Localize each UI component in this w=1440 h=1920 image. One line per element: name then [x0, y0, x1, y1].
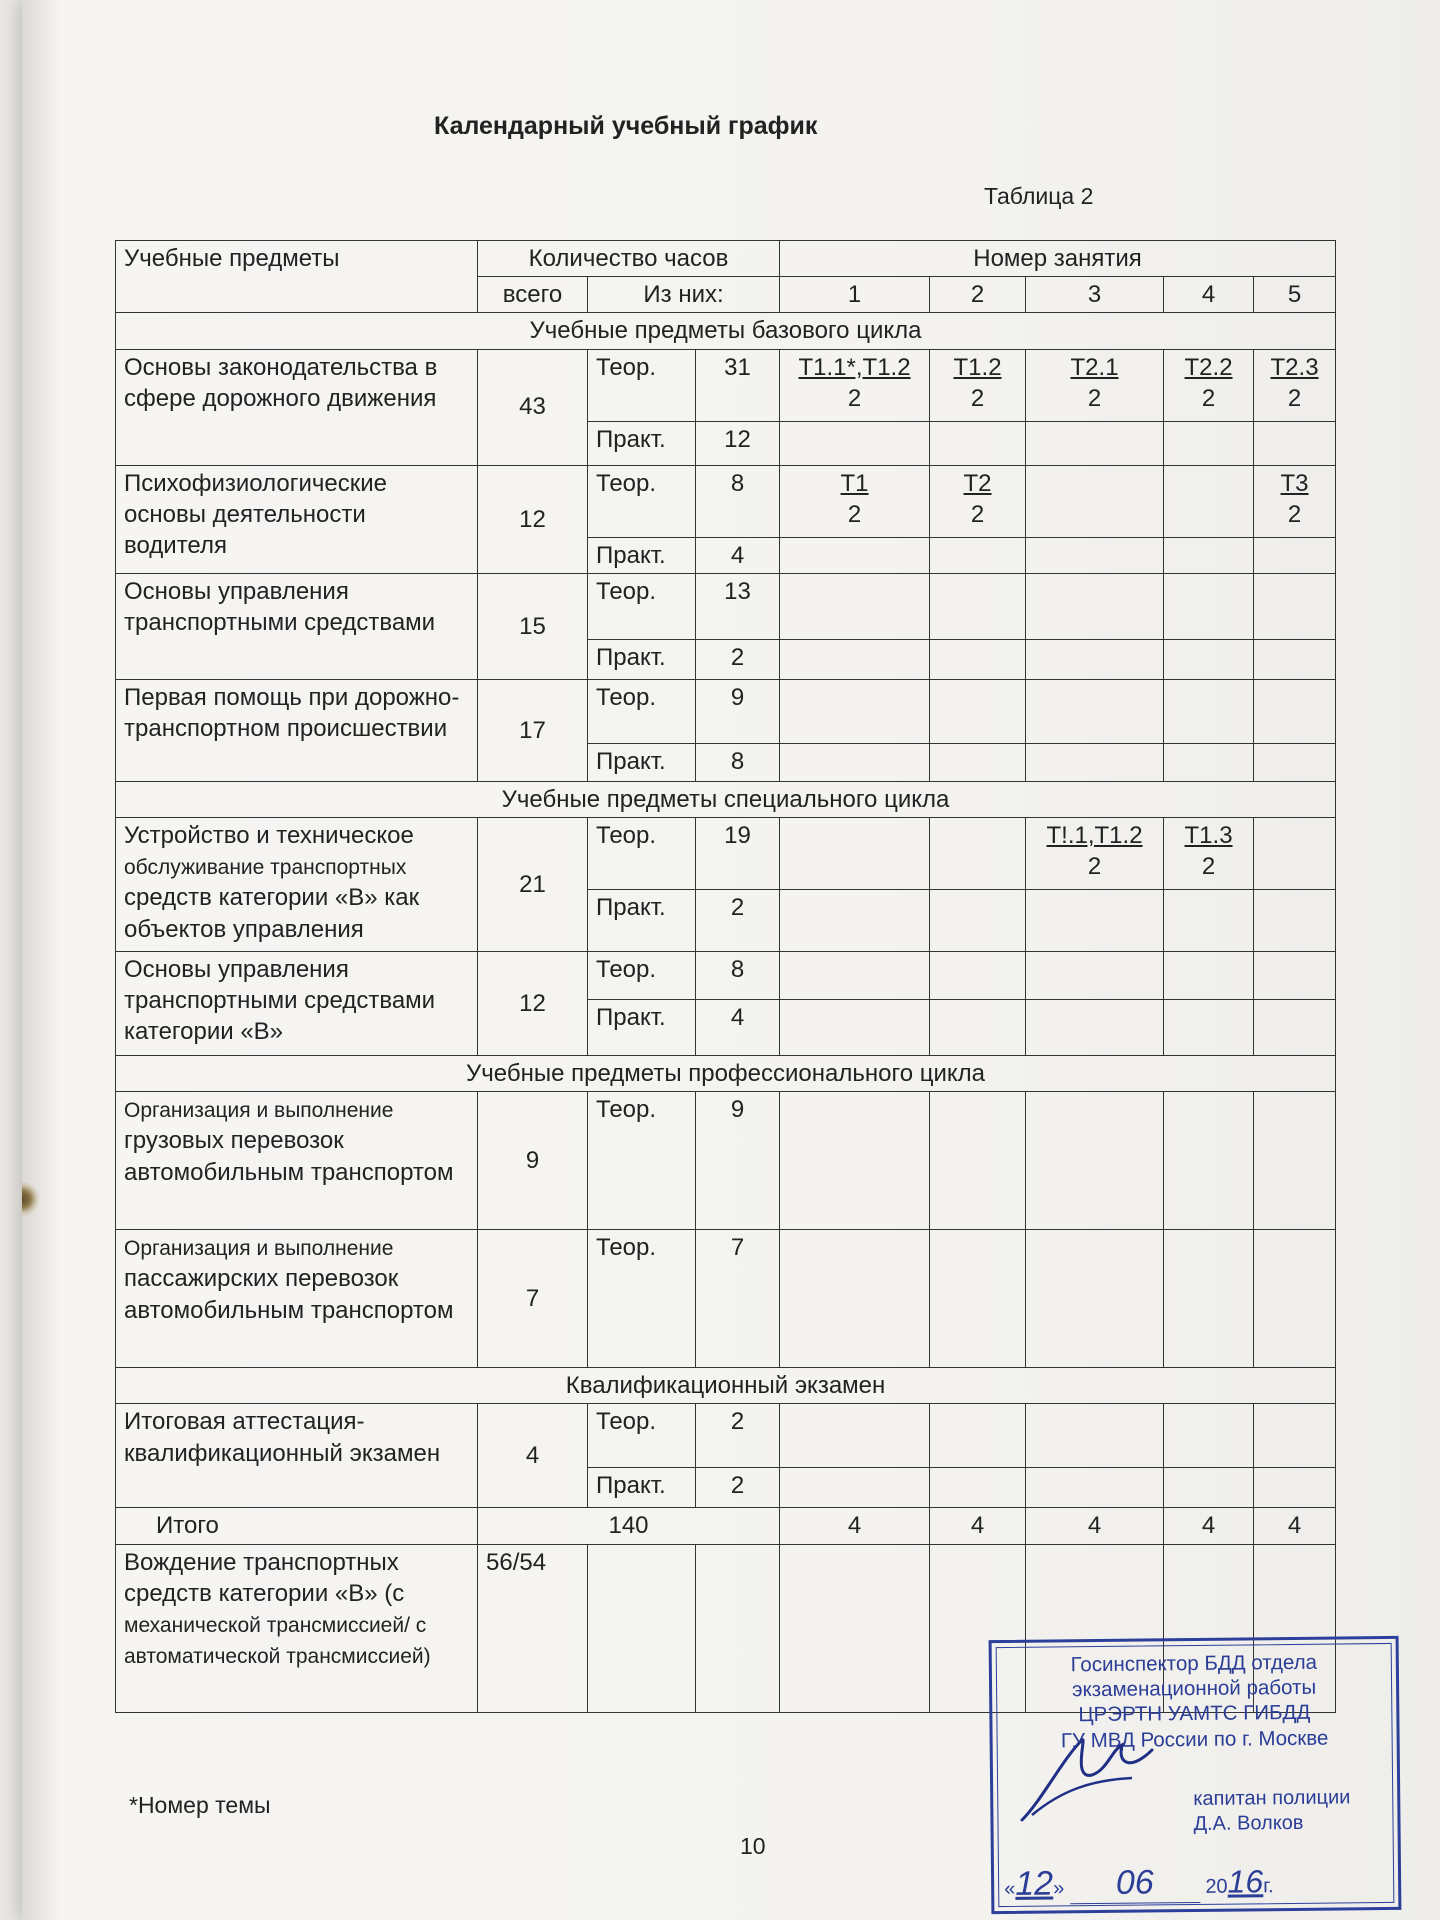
practice-hours: 2 — [696, 639, 780, 679]
lesson-cell: Т1.1*,Т1.2 2 — [780, 349, 930, 421]
theory-hours: 19 — [696, 817, 780, 889]
subject-name: Основы управления транспортными средствами категории «В» — [116, 951, 478, 1055]
subject-name: Организация и выполнение пассажирских перевозок автомобильным транспортом — [116, 1230, 478, 1368]
subject-name: Организация и выполнение грузовых перевозок автомобильным транспортом — [116, 1092, 478, 1230]
subject-total: 43 — [478, 349, 588, 465]
table-row — [116, 573, 1336, 639]
practice-hours: 2 — [696, 1468, 780, 1508]
stamp-text: Госинспектор БДД отдела экзаменационной работы ЦРЭРТН УАМТС ГИБДД ГУ МВД России по г. Москве — [1060, 1650, 1329, 1753]
subject-total: 17 — [478, 679, 588, 781]
lesson-5-header: 5 — [1254, 277, 1336, 313]
subject-total: 12 — [478, 951, 588, 1055]
lesson-total: 4 — [780, 1508, 930, 1544]
practice-label: Практ. — [588, 421, 696, 465]
subject-name: Итоговая аттестация-квалификационный экзамен — [116, 1404, 478, 1508]
driving-name: Вождение транспортных средств категории «В» (с механической трансмиссией/ с автоматической трансмиссией) — [116, 1544, 478, 1712]
totals-hours: 140 — [478, 1508, 780, 1544]
lesson-total: 4 — [1254, 1508, 1336, 1544]
lesson-number-header: Номер занятия — [780, 241, 1336, 277]
document-page — [22, 0, 1440, 1920]
section-professional-cycle: Учебные предметы профессионального цикла — [116, 1055, 1336, 1091]
lesson-1-header: 1 — [780, 277, 930, 313]
practice-label: Практ. — [588, 1468, 696, 1508]
theory-label: Теор. — [588, 1404, 696, 1468]
subject-total: 7 — [478, 1230, 588, 1368]
theory-hours: 2 — [696, 1404, 780, 1468]
subject-name: Психофизиологические основы деятельности водителя — [116, 465, 478, 573]
table-row — [116, 1230, 1336, 1368]
subject-name: Основы законодательства в сфере дорожного движения — [116, 349, 478, 465]
theory-hours: 8 — [696, 951, 780, 999]
practice-label: Практ. — [588, 639, 696, 679]
page-number: 10 — [740, 1833, 766, 1859]
subject-name: Устройство и техническое обслуживание транспортных средств категории «В» как объектов управления — [116, 817, 478, 951]
subject-total: 15 — [478, 573, 588, 679]
theory-label: Теор. — [588, 349, 696, 421]
lesson-total: 4 — [930, 1508, 1026, 1544]
practice-label: Практ. — [588, 999, 696, 1055]
theory-label: Теор. — [588, 573, 696, 639]
lesson-cell: Т2.1 2 — [1026, 349, 1164, 421]
theory-hours: 8 — [696, 465, 780, 537]
practice-label: Практ. — [588, 743, 696, 781]
practice-hours: 8 — [696, 743, 780, 781]
signature-icon — [1012, 1720, 1162, 1830]
table-row — [116, 1404, 1336, 1468]
section-exam: Квалификационный экзамен — [116, 1368, 1336, 1404]
lesson-3-header: 3 — [1026, 277, 1164, 313]
lesson-total: 4 — [1026, 1508, 1164, 1544]
subject-total: 9 — [478, 1092, 588, 1230]
subject-total: 12 — [478, 465, 588, 573]
lesson-cell: Т2.2 2 — [1164, 349, 1254, 421]
theory-label: Теор. — [588, 951, 696, 999]
table-row — [116, 349, 1336, 421]
theory-label: Теор. — [588, 679, 696, 743]
table-row — [116, 951, 1336, 999]
total-header: всего — [478, 277, 588, 313]
practice-hours: 4 — [696, 537, 780, 573]
lesson-cell: Т1 2 — [780, 465, 930, 537]
subject-total: 4 — [478, 1404, 588, 1508]
section-base-cycle: Учебные предметы базового цикла — [116, 313, 1336, 349]
practice-label: Практ. — [588, 537, 696, 573]
table-row — [116, 679, 1336, 743]
theory-hours: 9 — [696, 679, 780, 743]
document-title: Календарный учебный график — [434, 112, 818, 140]
hours-header: Количество часов — [478, 241, 780, 277]
practice-hours: 12 — [696, 421, 780, 465]
totals-row — [116, 1508, 1336, 1544]
lesson-total: 4 — [1164, 1508, 1254, 1544]
header-row — [116, 241, 1336, 277]
practice-hours: 4 — [696, 999, 780, 1055]
of-which-header: Из них: — [588, 277, 780, 313]
lesson-cell: Т1.2 2 — [930, 349, 1026, 421]
theory-hours: 7 — [696, 1230, 780, 1368]
theory-label: Теор. — [588, 817, 696, 889]
lesson-cell: Т!.1,Т1.2 2 — [1026, 817, 1164, 889]
lesson-cell: Т3 2 — [1254, 465, 1336, 537]
theory-hours: 31 — [696, 349, 780, 421]
subject-total: 21 — [478, 817, 588, 951]
table-label: Таблица 2 — [984, 183, 1094, 209]
theory-label: Теор. — [588, 465, 696, 537]
subject-name: Основы управления транспортными средствами — [116, 573, 478, 679]
table-row — [116, 1092, 1336, 1230]
theory-hours: 9 — [696, 1092, 780, 1230]
practice-hours: 2 — [696, 889, 780, 951]
table-row — [116, 817, 1336, 889]
stamp-date: «12» 06 2016г. — [1004, 1863, 1274, 1903]
lesson-2-header: 2 — [930, 277, 1026, 313]
subjects-header: Учебные предметы — [116, 241, 478, 313]
stamp-rank: капитан полиции Д.А. Волков — [1193, 1786, 1351, 1835]
lesson-cell: Т2.3 2 — [1254, 349, 1336, 421]
theory-label: Теор. — [588, 1230, 696, 1368]
section-special-cycle: Учебные предметы специального цикла — [116, 781, 1336, 817]
lesson-cell: Т1.3 2 — [1164, 817, 1254, 889]
subject-name: Первая помощь при дорожно-транспортном происшествии — [116, 679, 478, 781]
lesson-cell: Т2 2 — [930, 465, 1026, 537]
driving-hours: 56/54 — [478, 1544, 588, 1712]
footnote: *Номер темы — [129, 1792, 271, 1818]
theory-hours: 13 — [696, 573, 780, 639]
schedule-table — [115, 240, 1336, 1713]
practice-label: Практ. — [588, 889, 696, 951]
theory-label: Теор. — [588, 1092, 696, 1230]
table-row — [116, 465, 1336, 537]
lesson-4-header: 4 — [1164, 277, 1254, 313]
totals-label: Итого — [116, 1508, 478, 1544]
binder-hole — [22, 1175, 44, 1223]
